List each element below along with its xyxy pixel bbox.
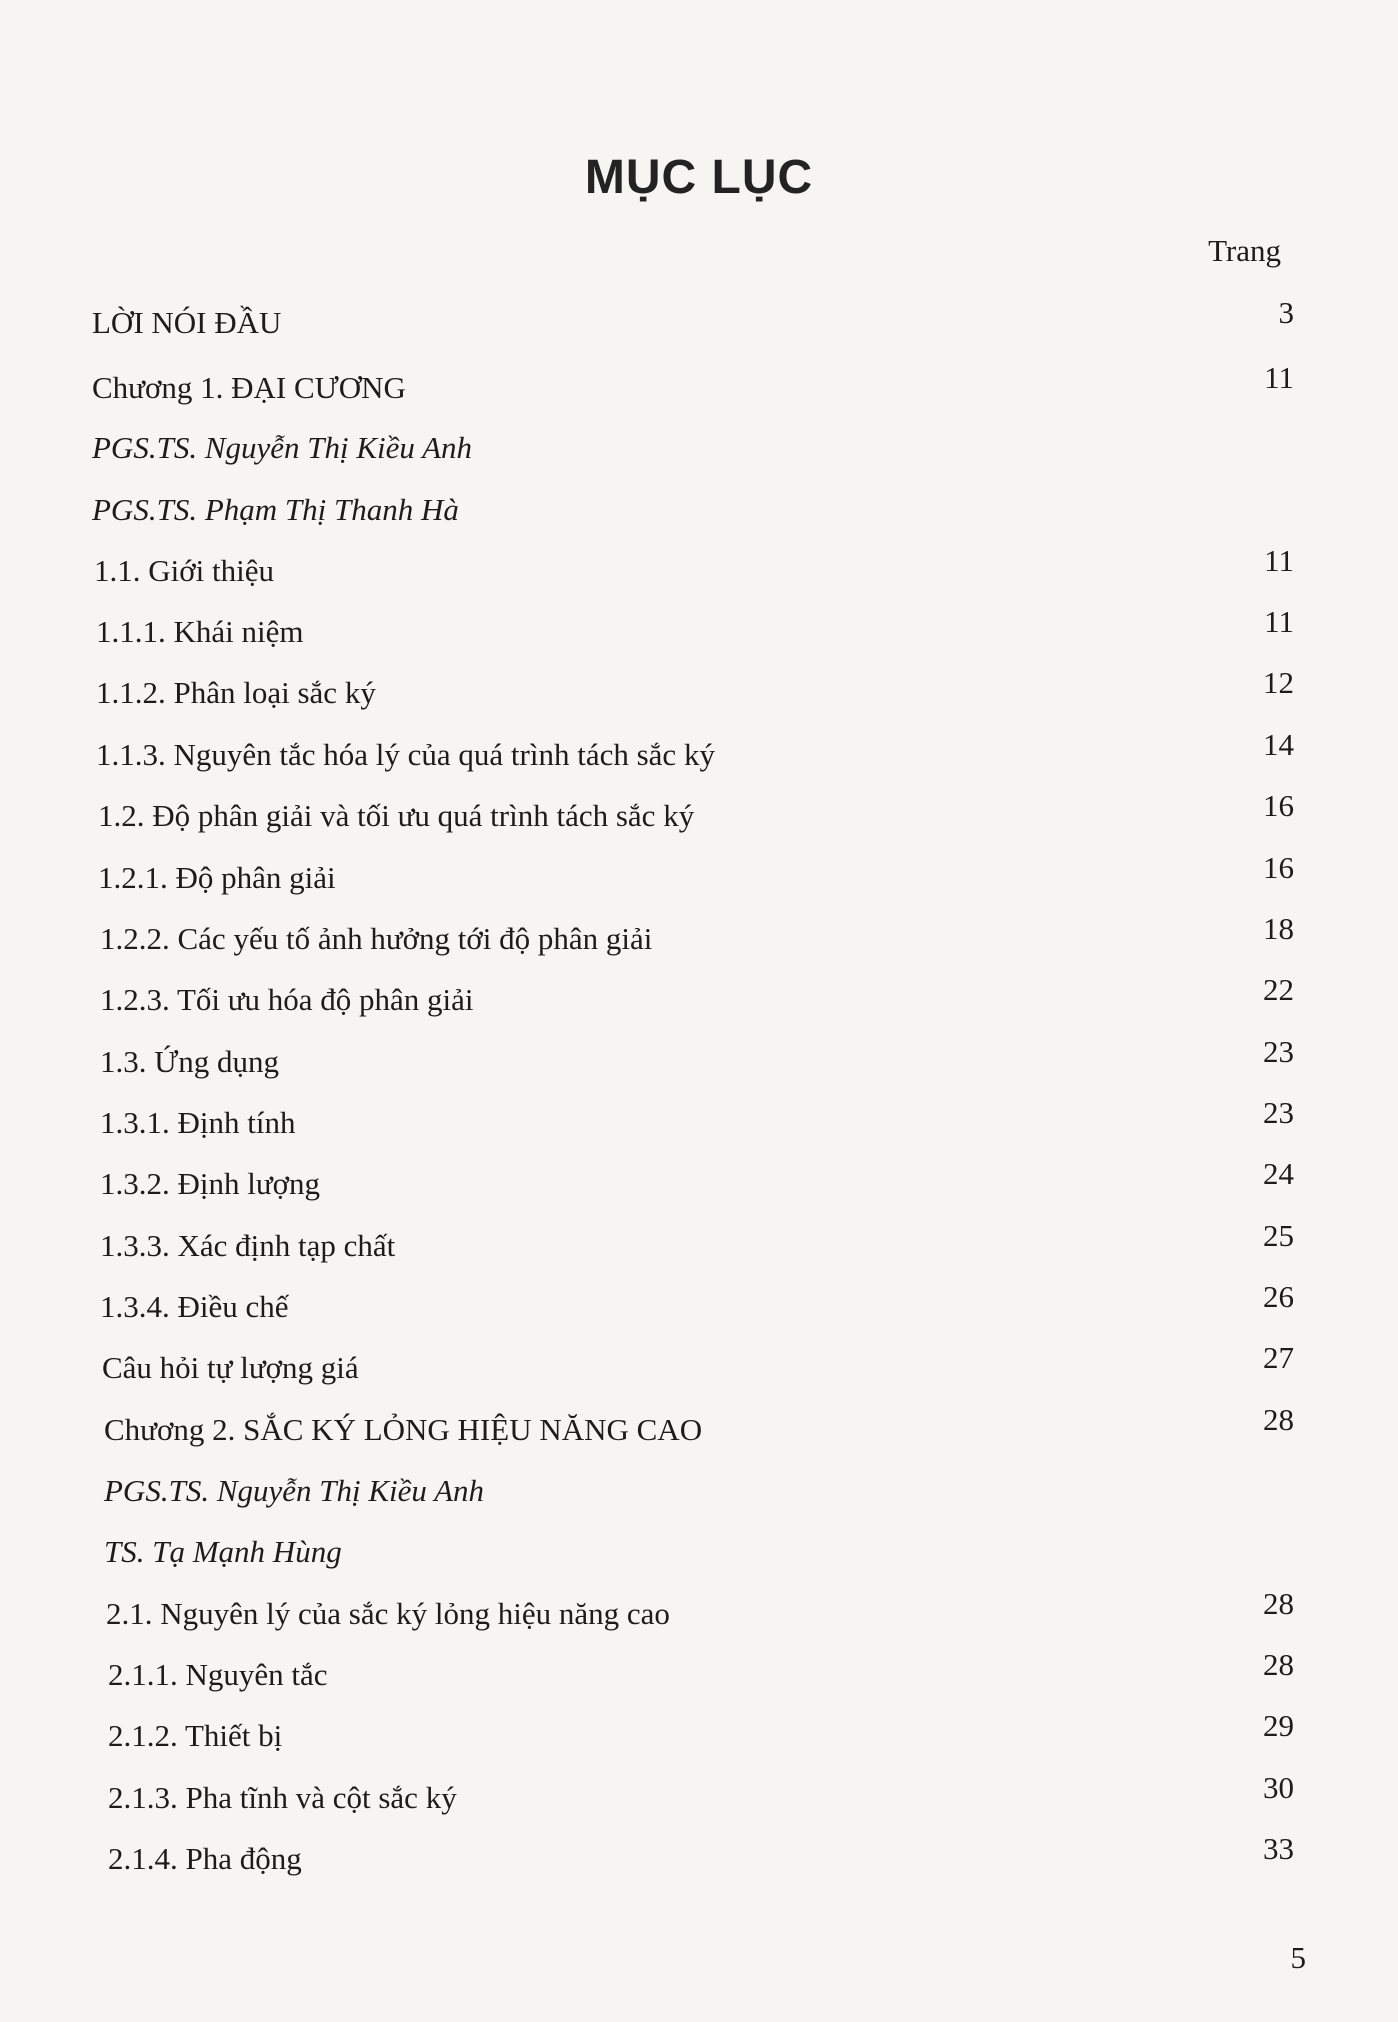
- toc-entry: [0, 1095, 1398, 1155]
- toc-entry-page: 28: [1263, 1647, 1294, 1682]
- toc-entry-label: 2.1.2. Thiết bị: [108, 1718, 283, 1753]
- toc-entry: [0, 972, 1398, 1032]
- toc-entry-page: 27: [1263, 1340, 1294, 1375]
- toc-entry-label: PGS.TS. Phạm Thị Thanh Hà: [92, 492, 459, 527]
- toc-entry-page: 26: [1263, 1279, 1294, 1314]
- toc-entry-page: 11: [1264, 543, 1294, 578]
- toc-entry-label: 1.1. Giới thiệu: [94, 553, 274, 588]
- toc-entry-label: PGS.TS. Nguyễn Thị Kiều Anh: [104, 1473, 485, 1508]
- toc-entry-page: 3: [1278, 295, 1294, 330]
- toc-entry-page: 23: [1263, 1095, 1294, 1130]
- toc-entry-page: 28: [1263, 1402, 1294, 1437]
- toc-entry: [0, 850, 1398, 910]
- toc-entry-label: Câu hỏi tự lượng giá: [102, 1350, 359, 1385]
- toc-entry-label: 1.2.2. Các yếu tố ảnh hưởng tới độ phân giải: [100, 921, 653, 956]
- page-number: 5: [1290, 1940, 1306, 1975]
- toc-entry-page: 11: [1264, 360, 1294, 395]
- toc-entry-label: 1.3.1. Định tính: [100, 1105, 296, 1140]
- toc-entry-page: 33: [1263, 1831, 1294, 1866]
- toc-entry-label: TS. Tạ Mạnh Hùng: [104, 1534, 342, 1569]
- toc-entry-page: 18: [1263, 911, 1294, 946]
- toc-entry-label: 1.3. Ứng dụng: [100, 1044, 280, 1079]
- toc-entry-label: 1.2.3. Tối ưu hóa độ phân giải: [100, 982, 474, 1017]
- toc-entry-label: 2.1.3. Pha tĩnh và cột sắc ký: [108, 1780, 457, 1815]
- toc-entry-page: 24: [1263, 1156, 1294, 1191]
- toc-entry: [0, 1156, 1398, 1216]
- toc-entry-page: 29: [1263, 1708, 1294, 1743]
- toc-entry: [0, 543, 1398, 603]
- toc-entry: [0, 1770, 1398, 1830]
- toc-entry: [0, 665, 1398, 725]
- toc-entry-page: 28: [1263, 1586, 1294, 1621]
- toc-entry-page: 14: [1263, 727, 1294, 762]
- toc-entry-label: 1.1.1. Khái niệm: [96, 614, 304, 649]
- toc-entry: [0, 788, 1398, 848]
- toc-entry-label: 1.3.4. Điều chế: [100, 1289, 289, 1324]
- toc-author: [0, 492, 1398, 542]
- toc-entry-label: LỜI NÓI ĐẦU: [92, 305, 282, 340]
- toc-entry: [0, 1647, 1398, 1707]
- toc-entry-label: 2.1. Nguyên lý của sắc ký lỏng hiệu năng cao: [106, 1596, 670, 1631]
- toc-entry-label: Chương 2. SẮC KÝ LỎNG HIỆU NĂNG CAO: [104, 1412, 703, 1447]
- toc-entry: [0, 604, 1398, 664]
- toc-entry-label: Chương 1. ĐẠI CƯƠNG: [92, 370, 406, 405]
- toc-entry-label: 1.3.2. Định lượng: [100, 1166, 321, 1201]
- page-title: MỤC LỤC: [584, 151, 814, 204]
- toc-chapter: [0, 1402, 1398, 1462]
- toc-entry: [0, 911, 1398, 971]
- toc-entry: [0, 295, 1398, 355]
- toc-entry: [0, 1279, 1398, 1339]
- toc-entry: [0, 1340, 1398, 1400]
- toc-entry-label: 1.2.1. Độ phân giải: [98, 860, 336, 895]
- toc-entry: [0, 1586, 1398, 1646]
- toc-author: [0, 1473, 1398, 1523]
- toc-entry: [0, 727, 1398, 787]
- toc-entry: [0, 1831, 1398, 1891]
- toc-entry-page: 23: [1263, 1034, 1294, 1069]
- toc-entry-label: 2.1.1. Nguyên tắc: [108, 1657, 328, 1692]
- toc-entry-page: 30: [1263, 1770, 1294, 1805]
- toc-entry: [0, 1708, 1398, 1768]
- toc-entry: [0, 1034, 1398, 1094]
- toc-entry-label: 1.2. Độ phân giải và tối ưu quá trình tách sắc ký: [98, 798, 695, 833]
- toc-entry-label: 1.1.3. Nguyên tắc hóa lý của quá trình tách sắc ký: [96, 737, 715, 772]
- toc-author: [0, 1534, 1398, 1584]
- toc-author: [0, 430, 1398, 480]
- page-column-header: Trang: [1208, 233, 1281, 268]
- toc-entry-page: 12: [1263, 665, 1294, 700]
- toc-entry-label: 2.1.4. Pha động: [108, 1841, 302, 1876]
- toc-entry-page: 25: [1263, 1218, 1294, 1253]
- toc-entry-label: 1.3.3. Xác định tạp chất: [100, 1228, 396, 1263]
- toc-entry-label: 1.1.2. Phân loại sắc ký: [96, 675, 376, 710]
- toc-entry-page: 11: [1264, 604, 1294, 639]
- toc-entry-label: PGS.TS. Nguyễn Thị Kiều Anh: [92, 430, 473, 465]
- toc-entry-page: 22: [1263, 972, 1294, 1007]
- toc-chapter: [0, 360, 1398, 420]
- toc-entry-page: 16: [1263, 788, 1294, 823]
- toc-entry: [0, 1218, 1398, 1278]
- toc-entry-page: 16: [1263, 850, 1294, 885]
